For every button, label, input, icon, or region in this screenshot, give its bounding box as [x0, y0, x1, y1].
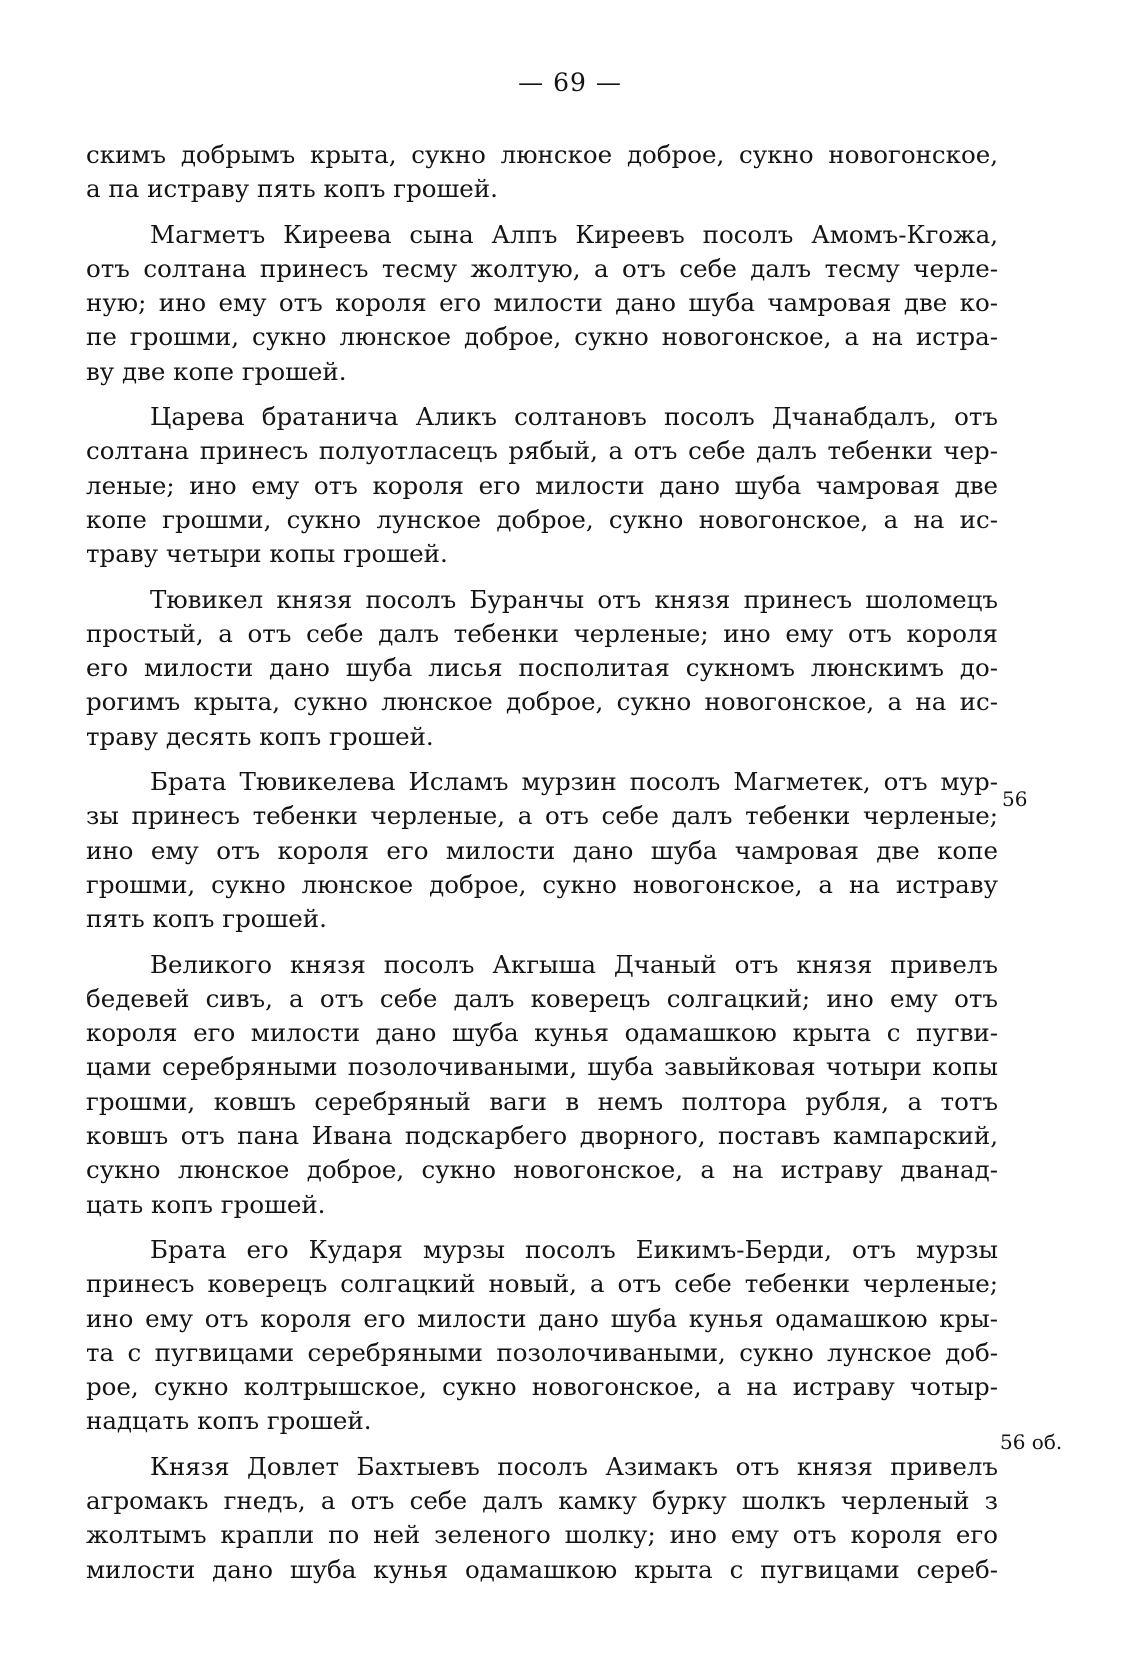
text-line: леные; ино ему отъ короля его милости дано шуба чамровая две [86, 470, 998, 500]
text-line: Царева братанича Аликъ солтановъ посолъ Дчанабдалъ, отъ [150, 402, 998, 432]
text-line: рое, сукно колтрышское, сукно новогонское, а на истраву чотыр- [86, 1372, 998, 1402]
text-line: солтана принесъ полуотласецъ рябый, а отъ себе далъ тебенки чер- [86, 436, 998, 466]
margin-note: 56 [1002, 787, 1028, 811]
text-line: та с пугвицами серебряными позолочиваными, сукно лунское доб- [86, 1337, 998, 1367]
text-line: Князя Довлет Бахтыевъ посолъ Азимакъ отъ князя привелъ [150, 1451, 998, 1481]
text-line: пять копъ грошей. [86, 904, 327, 934]
text-line: надцать копъ грошей. [86, 1406, 372, 1436]
text-line: агромакъ гнедъ, а отъ себе далъ камку бурку шолкъ черленый з [86, 1485, 998, 1515]
text-line: пе грошми, сукно люнское доброе, сукно новогонское, а на истра- [86, 322, 998, 352]
text-line: отъ солтана принесъ тесму жолтую, а отъ себе далъ тесму черле- [86, 253, 998, 283]
text-line: бедевей сивъ, а отъ себе далъ коверецъ солгацкий; ино ему отъ [86, 983, 998, 1013]
margin-note: 56 об. [1000, 1430, 1063, 1454]
paragraph [86, 1233, 998, 1439]
page-number: — 69 — [518, 68, 622, 97]
text-line: Брата Тювикелева Исламъ мурзин посолъ Магметек, отъ мур- [150, 767, 998, 797]
text-line: цать копъ грошей. [86, 1189, 326, 1219]
text-line: траву четыри копы грошей. [86, 539, 448, 569]
paragraph [86, 765, 998, 936]
text-line: его милости дано шуба лисья посполитая сукномъ люнскимъ до- [86, 653, 998, 683]
text-line: Магметъ Киреева сына Алпъ Киреевъ посолъ Амомъ-Кгожа, [150, 219, 998, 249]
paragraph [86, 1450, 998, 1587]
text-line: ву две копе грошей. [86, 356, 347, 386]
paragraph [86, 583, 998, 754]
text-line: милости дано шуба кунья одамашкою крыта с пугвицами сереб- [86, 1554, 998, 1584]
text-column [86, 138, 998, 1598]
text-line: грошми, сукно люнское доброе, сукно новогонское, а на истраву [86, 869, 998, 899]
paragraph [86, 138, 998, 207]
text-line: траву десять копъ грошей. [86, 721, 434, 751]
text-line: жолтымъ крапли по ней зеленого шолку; ино ему отъ короля его [86, 1520, 998, 1550]
text-line: Брата его Кударя мурзы посолъ Еикимъ-Берди, отъ мурзы [150, 1234, 998, 1264]
text-line: принесъ коверецъ солгацкий новый, а отъ себе тебенки черленые; [86, 1269, 998, 1299]
text-line: Тювикел князя посолъ Буранчы отъ князя принесъ шоломецъ [150, 584, 998, 614]
text-line: а па истраву пять копъ грошей. [86, 174, 498, 204]
paragraph [86, 400, 998, 571]
text-line: рогимъ крыта, сукно люнское доброе, сукно новогонское, а на ис- [86, 687, 998, 717]
text-line: копе грошми, сукно лунское доброе, сукно новогонское, а на ис- [86, 504, 998, 534]
text-line: Великого князя посолъ Акгыша Дчаный отъ князя привелъ [150, 949, 998, 979]
text-line: ино ему отъ короля его милости дано шуба кунья одамашкою кры- [86, 1303, 998, 1333]
text-line: сукно люнское доброе, сукно новогонское, а на истраву дванад- [86, 1155, 998, 1185]
text-line: цами серебряными позолочиваными, шуба завыйковая чотыри копы [86, 1052, 998, 1082]
text-line: простый, а отъ себе далъ тебенки черленые; ино ему отъ короля [86, 618, 998, 648]
paragraph [86, 948, 998, 1222]
text-line: грошми, ковшъ серебряный ваги в немъ полтора рубля, а тотъ [86, 1086, 998, 1116]
text-line: ную; ино ему отъ короля его милости дано шуба чамровая две ко- [86, 288, 998, 318]
text-line: короля его милости дано шуба кунья одамашкою крыта с пугви- [86, 1018, 998, 1048]
paragraph [86, 218, 998, 389]
text-line: ковшъ отъ пана Ивана подскарбего дворного, поставъ кампарский, [86, 1121, 998, 1151]
text-line: зы принесъ тебенки черленые, а отъ себе далъ тебенки черленые; [86, 801, 998, 831]
text-line: ино ему отъ короля его милости дано шуба чамровая две копе [86, 835, 998, 865]
text-line: скимъ добрымъ крыта, сукно люнское доброе, сукно новогонское, [86, 140, 998, 169]
